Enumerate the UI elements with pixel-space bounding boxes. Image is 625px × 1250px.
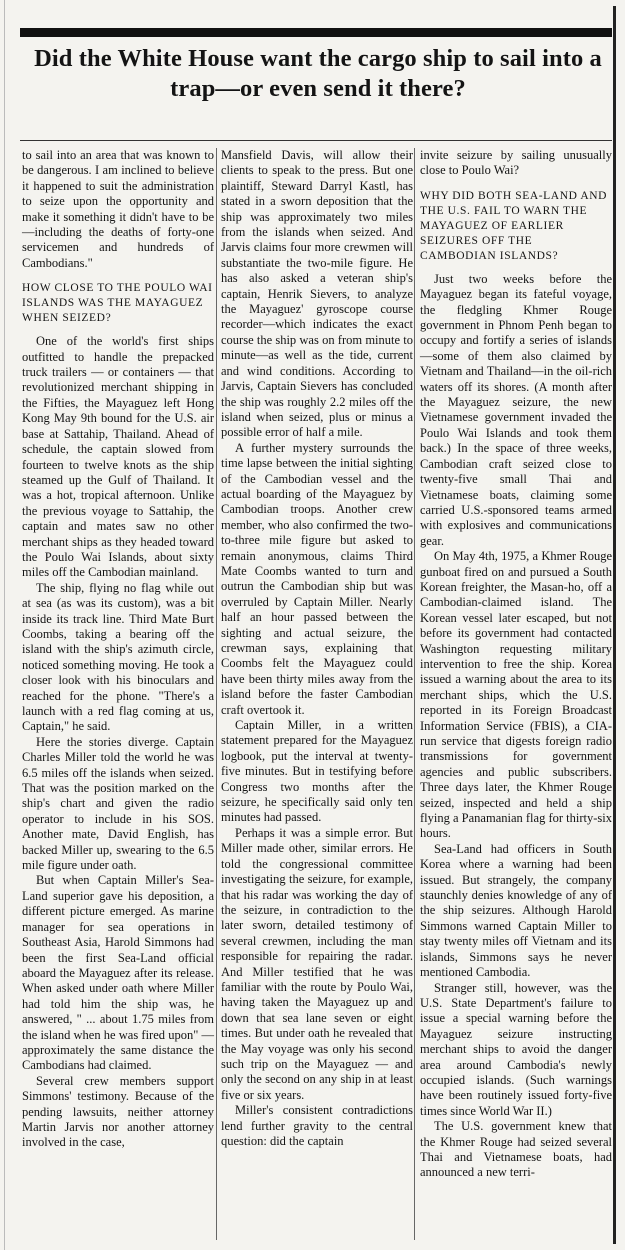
article-headline: Did the White House want the cargo ship to sail into a trap—or even send it there? bbox=[34, 45, 602, 102]
body-paragraph: Miller's consistent contradictions lend further gravity to the central question: did the captain bbox=[221, 1103, 413, 1148]
body-paragraph: But when Captain Miller's Sea-Land superior gave his deposition, a different picture emerged. As marine manager for sea operations in Southeast Asia, Harold Simmons had been the first Sea-Land official aboard the Mayaguez after its release. When asked under oath where Miller had told him the ship was, he answered, " ... about 1.75 miles from the island when he was fired upon" — approximately the same distance the Cambodians had claimed. bbox=[22, 873, 214, 1073]
body-paragraph: Sea-Land had officers in South Korea where a warning had been issued. But strangely, the company staunchly denies knowledge of any of the ship seizures. Although Harold Simmons warned Captain Miller to stay twenty miles off Vietnam and its islands, Simmons says he never mentioned Cambodia. bbox=[420, 841, 612, 980]
article-column-2 bbox=[221, 148, 413, 1149]
article-column-1 bbox=[22, 148, 214, 1151]
body-paragraph: Mansfield Davis, will allow their clients to speak to the press. But one plaintiff, Steward Darryl Kastl, has stated in a sworn deposition that the ship was approximately two miles from the islands when seized. And Jarvis claims four more crewmen will substantiate the two-mile figure. He has also asked a veteran ship's captain, Henrik Sievers, to analyze the Mayaguez' gyroscope course recorder—which indicates the exact course the ship was on from minute to minute—as well as the tide, current and wind conditions. According to Jarvis, Captain Sievers has concluded the ship was roughly 2.2 miles off the island when seized, plus or minus a possible error of half a mile. bbox=[221, 148, 413, 440]
top-black-rule bbox=[20, 28, 612, 37]
page-right-border bbox=[613, 6, 616, 1244]
body-paragraph: Just two weeks before the Mayaguez began its fateful voyage, the fledgling Khmer Rouge government in Phnom Penh began to occupy and fortify a series of islands—some of them also claimed by Vietnam and Thailand—in the oil-rich waters off its shores. (A month after the Mayaguez seizure, the new Vietnamese government invaded the Poulo Wai Islands and took them back.) In the space of three weeks, Cambodian craft seized close to twenty-five small Thai and Vietnamese boats, claiming some carried U.S.-sponsored teams armed with explosives and communications gear. bbox=[420, 271, 612, 548]
body-paragraph: Several crew members support Simmons' testimony. Because of the pending lawsuits, neither attorney Martin Jarvis nor another attorney involved in the case, bbox=[22, 1073, 214, 1150]
section-subheading: HOW CLOSE TO THE POULO WAI ISLANDS WAS THE MAYAGUEZ WHEN SEIZED? bbox=[22, 282, 213, 325]
body-paragraph: invite seizure by sailing unusually close to Poulo Wai? bbox=[420, 148, 612, 178]
body-paragraph: The ship, flying no flag while out at sea (as was its custom), was a bit inside its track line. Third Mate Burt Coombs, taking a bearing off the island with the ship's azimuth circle, noticed something moving. He took a closer look with his binoculars and reached for the phone. "There's a launch with a red flag coming at us, Captain," he said. bbox=[22, 580, 214, 734]
body-paragraph: A further mystery surrounds the time lapse between the initial sighting of the Cambodian vessel and the actual boarding of the Mayaguez by Cambodian troops. Another crew member, who also confirmed the two-to-three mile figure but asked to remain anonymous, claims Third Mate Coombs wanted to turn and outrun the Cambodian ship but was overruled by Captain Miller. Nearly half an hour passed between the sighting and actual seizure, the crewman says, explaining that Coombs felt the Mayaguez could have been thirty miles away from the island before the faster Cambodian craft overtook it. bbox=[221, 440, 413, 717]
article-column-3 bbox=[420, 148, 612, 1181]
body-paragraph: On May 4th, 1975, a Khmer Rouge gunboat fired on and pursued a South Korean freighter, the Masan-ho, off a Cambodian-claimed island. The Korean vessel later escaped, but not before its government had contacted Washington requesting military intervention to free the ship. Korea issued a warning about the area to its merchant ships, which the U.S. reported in its Foreign Broadcast Information Service (FBIS), a CIA-run service that digests foreign radio transmissions for government agencies and public subscribers. Three days later, the Khmer Rouge seized, inspected and held a ship flying a Panamanian flag for thirty-six hours. bbox=[420, 549, 612, 841]
body-paragraph: to sail into an area that was known to be dangerous. I am inclined to believe it happened to suit the administration to seize upon the opportunity and make it something it didn't have to be—including the deaths of forty-one servicemen and hundreds of Cambodians." bbox=[22, 148, 214, 270]
body-paragraph: Stranger still, however, was the U.S. State Department's failure to issue a special warning before the Mayaguez seizure instructing merchant ships to avoid the danger area around Cambodia's newly occupied islands. (Such warnings have been routinely issued forty-five times since World War II.) bbox=[420, 980, 612, 1118]
page-left-edge bbox=[4, 0, 5, 1250]
headline-rule bbox=[20, 140, 612, 141]
body-paragraph: One of the world's first ships outfitted to handle the prepacked truck trailers — or containers — that revolutionized merchant shipping in the Fifties, the Mayaguez left Hong Kong May 9th bound for the U.S. air base at Sattahip, Thailand. Ahead of schedule, the captain slowed from fourteen to twelve knots as the ship steamed up the Gulf of Thailand. It was a hot, tropical afternoon. Unlike the previous voyage to Sattahip, the captain and mates saw no other merchant ships as they headed toward the Poulo Wai Islands, about sixty miles off the Cambodian mainland. bbox=[22, 334, 214, 580]
body-paragraph: Perhaps it was a simple error. But Miller made other, similar errors. He told the congressional committee investigating the seizure, for example, that his radar was working the day of the seizure, in contradiction to the later sworn, detailed testimony of several crewmen, including the man responsible for repairing the radar. And Miller testified that he was familiar with the route by Poulo Wai, having taken the Mayaguez up and down that sea lane seven or eight times. But under oath he revealed that the May voyage was only his second such trip on the Mayaguez — and only the second on any ship in at least five or six years. bbox=[221, 825, 413, 1102]
section-subheading: WHY DID BOTH SEA-LAND AND THE U.S. FAIL TO WARN THE MAYAGUEZ OF EARLIER SEIZURES OFF THE CAMBODIAN ISLANDS? bbox=[420, 189, 608, 262]
body-paragraph: The U.S. government knew that the Khmer Rouge had seized several Thai and Vietnamese boats, had announced a new terri- bbox=[420, 1119, 612, 1180]
column-divider-1 bbox=[216, 148, 217, 1240]
column-divider-2 bbox=[414, 148, 415, 1240]
body-paragraph: Here the stories diverge. Captain Charles Miller told the world he was 6.5 miles off the islands when seized. That was the position marked on the ship's chart and given the radio operator to include in his SOS. Another mate, David English, has backed Miller up, swearing to the 6.5 mile figure under oath. bbox=[22, 734, 214, 873]
body-paragraph: Captain Miller, in a written statement prepared for the Mayaguez logbook, put the interval at twenty-five minutes. But in testifying before Congress two months after the seizure, he specifically said only ten minutes had passed. bbox=[221, 718, 413, 825]
